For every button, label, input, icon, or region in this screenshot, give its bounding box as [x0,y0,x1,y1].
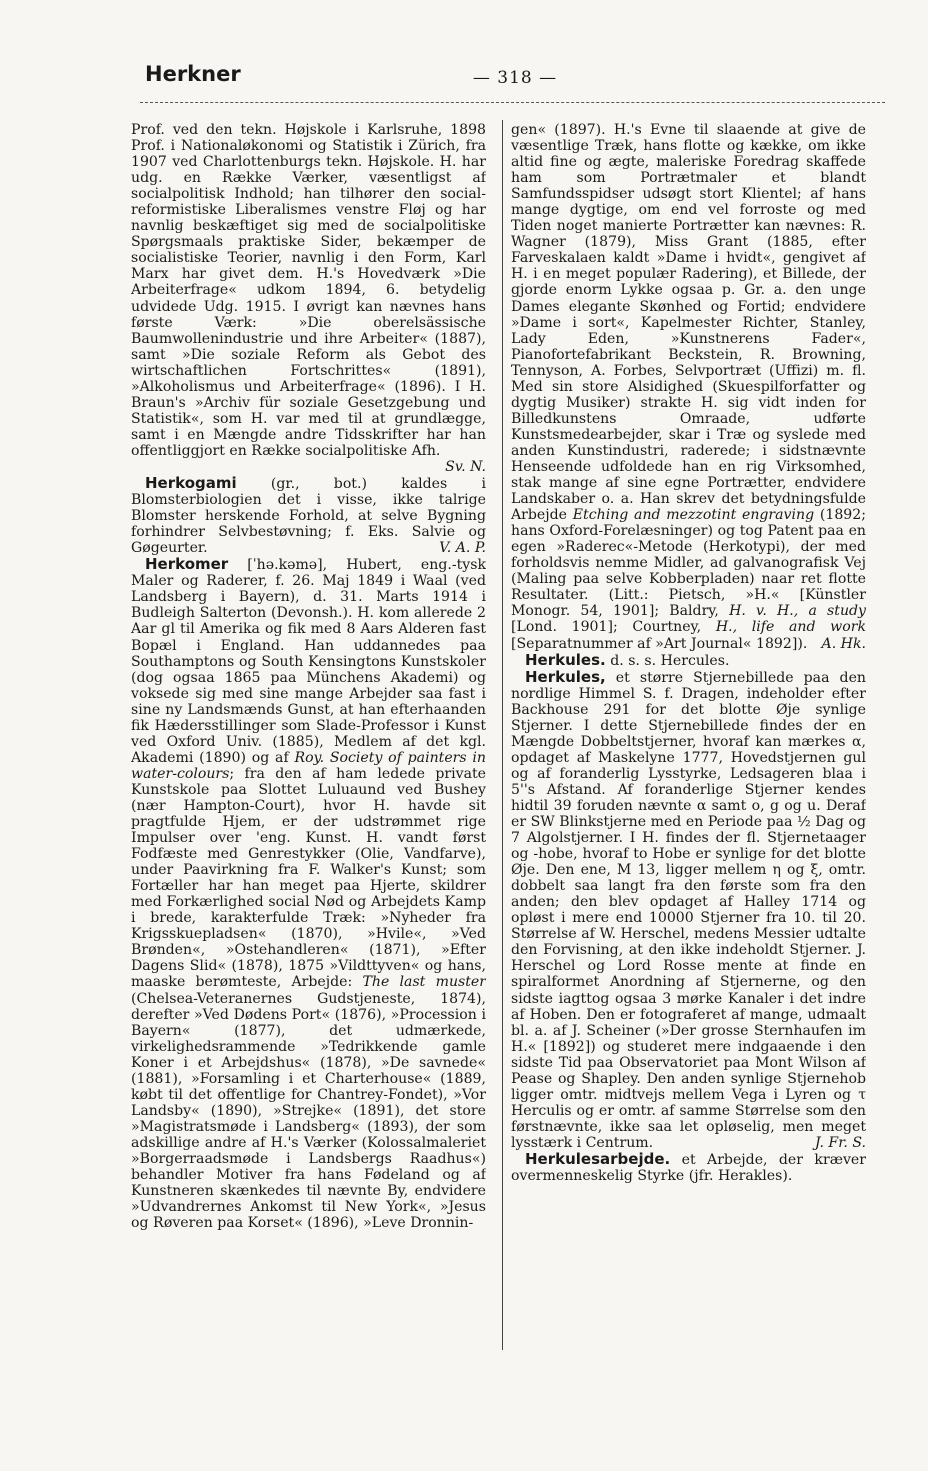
entry-herkomer-continued [511,122,866,652]
author-signature: Sv. N. [445,458,486,475]
entry-italic: Roy. Society of painters in water-colours [131,749,486,782]
entry-headword: Herkogami [145,474,237,493]
entry-herkner-continued [131,122,486,475]
entry-text: (gr., bot.) kaldes i Blomsterbiologien det i visse, ikke talrige Blomster herskende Forhold, at selve Bygning forhindrer Selvbestøvning; f. Eks. Salvie og Gøgeurter. [131,476,486,557]
entry-herkogami [131,475,486,556]
entry-text: et Arbejde, der kræver overmenneskelig Styrke (jfr. Herakles). [511,1152,866,1185]
header-rule [140,102,885,103]
entry-headword: Herkulesarbejde. [525,1150,671,1168]
page-header [145,62,885,96]
entry-herkomer [131,556,486,1231]
page-number: — 318 — [472,68,558,88]
author-signature: V. A. P. [439,540,486,557]
entry-text: d. s. s. Hercules. [605,652,730,669]
entry-text: [Separatnummer af »Art Journal« 1892]). [511,635,808,652]
entry-herkulesarbejde [511,1151,866,1184]
entry-text: Prof. ved den tekn. Højskole i Karlsruhe, 1898 Prof. i Nationaløkonomi og Statistik i Zürich, fra 1907 ved Charlottenburgs tekn. Højskole. H. har udg. en Række Værker, væsentligst af socialpolitisk Indhold; han tilhører den social-reformistiske Liberalismes venstre Fløj og har navnlig beskæftiget sig med de socialpolitiske Spørgsmaals praktiske Sider, bekæmper de socialistiske Teorier, navnlig i den Form, Karl Marx har givet dem. H.'s Hovedværk »Die Arbeiterfrage« udkom 1894, 6. betydelig udvidede Udg. 1915. I øvrigt kan nævnes hans første Værk: »Die oberelsässische Baumwollenindustrie und ihre Arbeiter« (1887), samt »Die soziale Reform als Gebot des wirtschaftlichen Fortschrittes« (1891), »Alkoholismus und Arbeiterfrage« (1896). I H. Braun's »Archiv für soziale Gesetzgebung und Statistik«, som H. var med til at grundlægge, samt i en Mængde andre Tidsskrifter har han offentliggjort en Række socialpolitiske Afh. [131,122,486,459]
entry-italic: H. v. H., a study [729,603,866,620]
entry-text: et større Stjernebillede paa den nordlige Himmel S. f. Dragen, indeholder efter Backhouse 291 for det blotte Øje synlige Stjerner. I dette Stjernebillede findes der en Mængde Dobbeltstjerner, hvoraf kan mærkes α, opdaget af Maskelyne 1777, Hovedstjernen gul og af foranderlig Lysstyrke, Ledsageren blaa i 5''s Afstand. Af foranderlige Stjerner kendes hidtil 39 foruden nævnte α samt o, g og u. Deraf er SW Blinkstjerne med en Periode paa ½ Dag og 7 Algolstjerner. I H. findes der fl. Stjernetaager og -hobe, hvoraf to Hobe er synlige for det blotte Øje. Den ene, M 13, ligger mellem η og ξ, omtr. dobbelt saa langt fra den første som fra den anden; den blev opdaget af Halley 1714 og opløst i mere end 10000 Stjerner fra 10. til 20. Størrelse af W. Herschel, medens Messier udtalte den Forvisning, at den ikke indeholdt Stjerner. J. Herschel og Lord Rosse mente at finde en spiralformet Anordning af Stjernerne, og den sidste iagttog ogsaa 3 mørke Kanaler i det indre af Hoben. Den er fotograferet af mange, udmaalt bl. a. af J. Scheiner (»Der grosse Sternhaufen im H.« [1892]) og studeret mere indgaaende i den sidste Tid paa Observatoriet paa Mont Wilson af Pease og Shapley. Den anden synlige Stjernehob ligger omtr. midtvejs mellem Vega i Lyren og τ Herculis og er omtr. af samme Størrelse som den førstnævnte, ikke saa let opløselig, men meget lysstærk i Centrum. [511,669,866,1151]
entry-herkules-reference [511,652,866,669]
entry-italic: H., life and work [715,619,866,636]
right-column [511,122,866,1352]
entry-text: (1892; hans Oxford-Forelæsninger) og tog Patent paa en egen »Raderec«-Metode (Herkotypi), der med forholdsvis nemme Midler, ad galvanografisk Vej (Maling paa selve Kobberpladen) naar ret flotte Resultater. (Litt.: Pietsch, »H.« [Künstler Monogr. 54, 1901]; Baldry, [511,507,866,620]
entry-headword: Herkules, [525,667,606,686]
running-head: Herkner [145,62,241,86]
entry-italic: The last muster [362,974,486,991]
entry-headword: Herkules. [525,650,606,669]
entry-text: gen« (1897). H.'s Evne til slaaende at give de væsentlige Træk, hans flotte og kække, om ikke altid fine og ægte, maleriske Foredrag skaffede ham som Portrætmaler et blandt Samfundsspidser udsøgt stort Klientel; af hans mange dygtige, om end vel forroste og med Tiden noget manierte Portrætter kan nævnes: R. Wagner (1879), Miss Grant (1885, efter Farveskalaen kaldt »Dame i hvidt«, gengivet af H. i en meget populær Radering), et Billede, der gjorde enorm Lykke ogsaa p. Gr. a. den unge Dames elegante Skønhed og Fortid; endvidere »Dame i sort«, Kapelmester Richter, Stanley, Lady Eden, »Kunstnerens Fader«, Pianofortefabrikant Beckstein, R. Browning, Tennyson, A. Forbes, Selvportræt (Uffizi) m. fl. Med sin store Alsidighed (Skuespilforfatter og dygtig Musiker) strakte H. sig vidt inden for Billedkunstens Omraade, udførte Kunstsmedearbejder, skar i Træ og syslede med anden Kunstindustri, raderede; i sidstnævnte Henseende udfoldede han en rig Virksomhed, stak mange af sine egne Portrætter, endvidere Landskaber o. a. Han skrev det betydningsfulde Arbejde [511,122,866,524]
entry-text: [ˈhə.kəmə], Hubert, eng.-tysk Maler og Raderer, f. 26. Maj 1849 i Waal (ved Landsberg i Bayern), d. 31. Marts 1914 i Budleigh Salterton (Devonsh.). H. kom allerede 2 Aar gl til Amerika og fik med 8 Aars Alderen fast Bopæl i England. Han uddannedes paa Southamptons og South Kensingtons Kunstskoler (dog ogsaa 1865 paa Münchens Akademi) og voksede sig med sine mange Arbejder saa fast i sine ny Landsmænds Gunst, at han efterhaanden fik Hædersstillinger som Slade-Professor i Kunst ved Oxford Univ. (1885), Medlem af det kgl. Akademi (1890) og af [131,557,486,766]
entry-herkules-constellation [511,669,866,1151]
entry-text: (Chelsea-Veteranernes Gudstjeneste, 1874), derefter »Ved Dødens Port« (1876), »Procession i Bayern« (1877), det udmærkede, virkelighedsrammende »Tedrikkende gamle Koner i et Arbejdshus« (1878), »De savnede« (1881), »Forsamling i et Charterhouse« (1889, købt til det offentlige for Chantrey-Fondet), »Vor Landsby« (1890), »Strejke« (1891), det store »Magistratsmøde i Landsberg« (1893), der som adskillige andre af H.'s Værker (Kolossalmaleriet »Borgerraadsmøde i Landsbergs Raadhus«) behandler Motiver fra hans Fødeland og af Kunstneren skænkedes til nævnte By, endvidere »Udvandrernes Ankomst til New York«, »Jesus og Røveren paa Korset« (1896), »Leve Dronnin- [131,990,486,1232]
entry-text: ; fra den af ham ledede private Kunstskole paa Slottet Luluaund ved Bushey (nær Hampton-Court), hvor H. havde sit pragtfulde Hjem, er der udstrømmet rige Impulser over 'eng. Kunst. H. vandt først Fodfæste med Genrestykker (Olie, Vandfarve), under Paavirkning fra F. Walker's Kunst; som Fortæller har han meget paa Hjerte, skildrer med Forkærlighed social Nød og Arbejdets Kamp i brede, karakterfulde Træk: »Nyheder fra Krigsskuepladsen« (1870), »Hvile«, »Ved Brønden«, »Ostehandleren« (1871), »Efter Dagens Slid« (1878), 1875 »Vildttyven« og hans, maaske berømteste, Arbejde: [131,765,486,991]
entry-headword: Herkomer [145,555,229,574]
entry-text: [Lond. 1901]; Courtney, [511,619,716,636]
column-divider [502,120,503,1350]
entry-italic: Etching and mezzotint engraving [572,507,815,524]
left-column [131,122,486,1352]
author-signature: A. Hk. [821,635,866,652]
author-signature: J. Fr. S. [814,1134,866,1151]
